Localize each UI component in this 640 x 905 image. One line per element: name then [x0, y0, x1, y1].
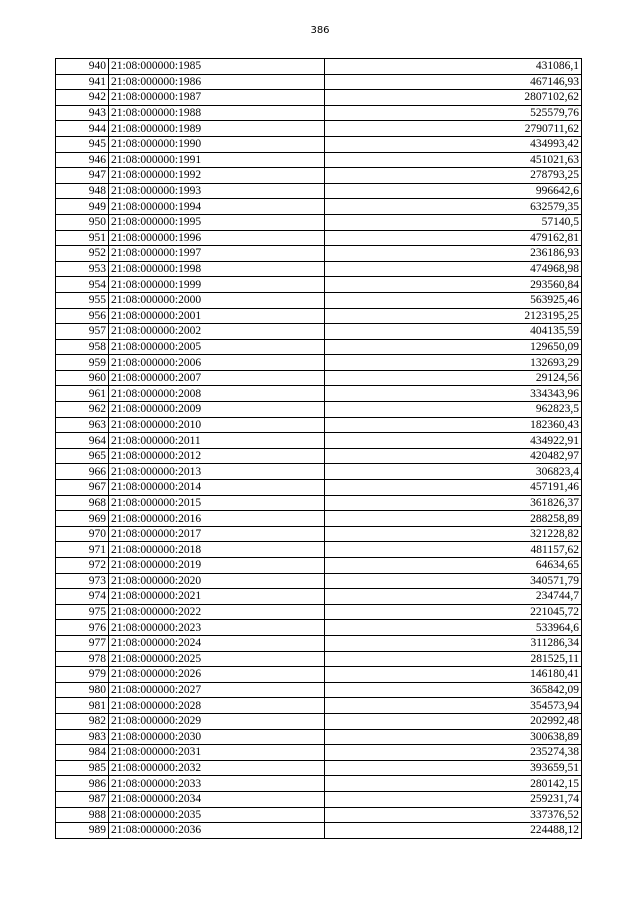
cadastral-number-cell: 21:08:000000:2021: [109, 589, 325, 605]
row-number-cell: 964: [56, 433, 109, 449]
table-row: [56, 464, 582, 480]
value-cell: 434922,91: [325, 433, 582, 449]
value-cell: 479162,81: [325, 230, 582, 246]
table-row: [56, 729, 582, 745]
value-cell: 451021,63: [325, 152, 582, 168]
value-cell: 996642,6: [325, 183, 582, 199]
value-cell: 457191,46: [325, 480, 582, 496]
row-number-cell: 979: [56, 667, 109, 683]
value-cell: 337376,52: [325, 807, 582, 823]
table-row: [56, 402, 582, 418]
row-number-cell: 968: [56, 495, 109, 511]
cadastral-number-cell: 21:08:000000:2022: [109, 604, 325, 620]
value-cell: 278793,25: [325, 168, 582, 184]
row-number-cell: 983: [56, 729, 109, 745]
cadastral-number-cell: 21:08:000000:1991: [109, 152, 325, 168]
table-row: [56, 355, 582, 371]
cadastral-number-cell: 21:08:000000:1989: [109, 121, 325, 137]
cadastral-number-cell: 21:08:000000:1999: [109, 277, 325, 293]
table-row: [56, 324, 582, 340]
value-cell: 340571,79: [325, 573, 582, 589]
table-row: [56, 183, 582, 199]
table-row: [56, 90, 582, 106]
value-cell: 434993,42: [325, 136, 582, 152]
table-row: [56, 635, 582, 651]
table-row: [56, 152, 582, 168]
row-number-cell: 955: [56, 292, 109, 308]
row-number-cell: 952: [56, 246, 109, 262]
table-row: [56, 277, 582, 293]
row-number-cell: 948: [56, 183, 109, 199]
cadastral-number-cell: 21:08:000000:1992: [109, 168, 325, 184]
table-row: [56, 433, 582, 449]
value-cell: 221045,72: [325, 604, 582, 620]
row-number-cell: 985: [56, 760, 109, 776]
cadastral-number-cell: 21:08:000000:2030: [109, 729, 325, 745]
row-number-cell: 951: [56, 230, 109, 246]
table-row: [56, 823, 582, 839]
row-number-cell: 989: [56, 823, 109, 839]
table-row: [56, 651, 582, 667]
cadastral-number-cell: 21:08:000000:2025: [109, 651, 325, 667]
cadastral-number-cell: 21:08:000000:2027: [109, 682, 325, 698]
cadastral-number-cell: 21:08:000000:1996: [109, 230, 325, 246]
value-cell: 64634,65: [325, 558, 582, 574]
row-number-cell: 972: [56, 558, 109, 574]
cadastral-number-cell: 21:08:000000:1986: [109, 74, 325, 90]
table-row: [56, 121, 582, 137]
value-cell: 234744,7: [325, 589, 582, 605]
row-number-cell: 947: [56, 168, 109, 184]
cadastral-number-cell: 21:08:000000:1997: [109, 246, 325, 262]
row-number-cell: 988: [56, 807, 109, 823]
value-cell: 2807102,62: [325, 90, 582, 106]
table-row: [56, 246, 582, 262]
value-cell: 321228,82: [325, 526, 582, 542]
table-row: [56, 542, 582, 558]
cadastral-number-cell: 21:08:000000:2002: [109, 324, 325, 340]
table-row: [56, 74, 582, 90]
row-number-cell: 949: [56, 199, 109, 215]
table-row: [56, 791, 582, 807]
cadastral-number-cell: 21:08:000000:2015: [109, 495, 325, 511]
cadastral-number-cell: 21:08:000000:2000: [109, 292, 325, 308]
value-cell: 306823,4: [325, 464, 582, 480]
row-number-cell: 943: [56, 105, 109, 121]
value-cell: 202992,48: [325, 713, 582, 729]
value-cell: 481157,62: [325, 542, 582, 558]
row-number-cell: 959: [56, 355, 109, 371]
row-number-cell: 958: [56, 339, 109, 355]
value-cell: 29124,56: [325, 370, 582, 386]
cadastral-number-cell: 21:08:000000:2020: [109, 573, 325, 589]
row-number-cell: 946: [56, 152, 109, 168]
cadastral-number-cell: 21:08:000000:1994: [109, 199, 325, 215]
row-number-cell: 980: [56, 682, 109, 698]
cadastral-number-cell: 21:08:000000:2033: [109, 776, 325, 792]
row-number-cell: 984: [56, 745, 109, 761]
cadastral-number-cell: 21:08:000000:2011: [109, 433, 325, 449]
cadastral-number-cell: 21:08:000000:2014: [109, 480, 325, 496]
value-cell: 224488,12: [325, 823, 582, 839]
row-number-cell: 982: [56, 713, 109, 729]
cadastral-number-cell: 21:08:000000:2012: [109, 448, 325, 464]
page-number: 386: [310, 25, 330, 36]
value-cell: 334343,96: [325, 386, 582, 402]
row-number-cell: 963: [56, 417, 109, 433]
value-cell: 236186,93: [325, 246, 582, 262]
row-number-cell: 986: [56, 776, 109, 792]
cadastral-number-cell: 21:08:000000:1988: [109, 105, 325, 121]
value-cell: 525579,76: [325, 105, 582, 121]
table-row: [56, 573, 582, 589]
cadastral-number-cell: 21:08:000000:1985: [109, 59, 325, 75]
row-number-cell: 962: [56, 402, 109, 418]
row-number-cell: 941: [56, 74, 109, 90]
value-cell: 393659,51: [325, 760, 582, 776]
row-number-cell: 981: [56, 698, 109, 714]
cadastral-number-cell: 21:08:000000:2017: [109, 526, 325, 542]
cadastral-number-cell: 21:08:000000:2035: [109, 807, 325, 823]
cadastral-number-cell: 21:08:000000:1993: [109, 183, 325, 199]
table-row: [56, 168, 582, 184]
value-cell: 259231,74: [325, 791, 582, 807]
cadastral-number-cell: 21:08:000000:2009: [109, 402, 325, 418]
row-number-cell: 977: [56, 635, 109, 651]
table-row: [56, 776, 582, 792]
table-row: [56, 495, 582, 511]
row-number-cell: 966: [56, 464, 109, 480]
value-cell: 420482,97: [325, 448, 582, 464]
table-row: [56, 558, 582, 574]
value-cell: 129650,09: [325, 339, 582, 355]
table-row: [56, 59, 582, 75]
row-number-cell: 956: [56, 308, 109, 324]
cadastral-number-cell: 21:08:000000:2036: [109, 823, 325, 839]
table-row: [56, 261, 582, 277]
value-cell: 962823,5: [325, 402, 582, 418]
cadastral-value-table: [55, 58, 582, 839]
cadastral-number-cell: 21:08:000000:2005: [109, 339, 325, 355]
value-cell: 431086,1: [325, 59, 582, 75]
cadastral-number-cell: 21:08:000000:2007: [109, 370, 325, 386]
value-cell: 280142,15: [325, 776, 582, 792]
cadastral-number-cell: 21:08:000000:2013: [109, 464, 325, 480]
table-row: [56, 199, 582, 215]
row-number-cell: 967: [56, 480, 109, 496]
table-row: [56, 713, 582, 729]
row-number-cell: 975: [56, 604, 109, 620]
value-cell: 563925,46: [325, 292, 582, 308]
table-row: [56, 136, 582, 152]
value-cell: 281525,11: [325, 651, 582, 667]
table-row: [56, 760, 582, 776]
table-row: [56, 589, 582, 605]
row-number-cell: 957: [56, 324, 109, 340]
value-cell: 474968,98: [325, 261, 582, 277]
value-cell: 354573,94: [325, 698, 582, 714]
cadastral-number-cell: 21:08:000000:2001: [109, 308, 325, 324]
value-cell: 404135,59: [325, 324, 582, 340]
row-number-cell: 960: [56, 370, 109, 386]
cadastral-number-cell: 21:08:000000:2016: [109, 511, 325, 527]
table-row: [56, 480, 582, 496]
cadastral-number-cell: 21:08:000000:2028: [109, 698, 325, 714]
table-row: [56, 511, 582, 527]
row-number-cell: 954: [56, 277, 109, 293]
row-number-cell: 944: [56, 121, 109, 137]
cadastral-number-cell: 21:08:000000:2029: [109, 713, 325, 729]
table-row: [56, 292, 582, 308]
row-number-cell: 970: [56, 526, 109, 542]
table-row: [56, 698, 582, 714]
row-number-cell: 965: [56, 448, 109, 464]
row-number-cell: 950: [56, 214, 109, 230]
cadastral-number-cell: 21:08:000000:2006: [109, 355, 325, 371]
value-cell: 533964,6: [325, 620, 582, 636]
row-number-cell: 953: [56, 261, 109, 277]
cadastral-number-cell: 21:08:000000:2018: [109, 542, 325, 558]
table-row: [56, 386, 582, 402]
cadastral-number-cell: 21:08:000000:2032: [109, 760, 325, 776]
cadastral-number-cell: 21:08:000000:2031: [109, 745, 325, 761]
row-number-cell: 974: [56, 589, 109, 605]
row-number-cell: 971: [56, 542, 109, 558]
table-row: [56, 230, 582, 246]
table-row: [56, 417, 582, 433]
row-number-cell: 978: [56, 651, 109, 667]
cadastral-number-cell: 21:08:000000:2008: [109, 386, 325, 402]
row-number-cell: 961: [56, 386, 109, 402]
value-cell: 288258,89: [325, 511, 582, 527]
row-number-cell: 969: [56, 511, 109, 527]
value-cell: 300638,89: [325, 729, 582, 745]
table-row: [56, 604, 582, 620]
value-cell: 182360,43: [325, 417, 582, 433]
value-cell: 57140,5: [325, 214, 582, 230]
cadastral-number-cell: 21:08:000000:1995: [109, 214, 325, 230]
cadastral-number-cell: 21:08:000000:1987: [109, 90, 325, 106]
value-cell: 361826,37: [325, 495, 582, 511]
table-row: [56, 105, 582, 121]
cadastral-number-cell: 21:08:000000:2034: [109, 791, 325, 807]
table-row: [56, 214, 582, 230]
row-number-cell: 942: [56, 90, 109, 106]
table-row: [56, 370, 582, 386]
value-cell: 632579,35: [325, 199, 582, 215]
table-row: [56, 745, 582, 761]
row-number-cell: 973: [56, 573, 109, 589]
value-cell: 132693,29: [325, 355, 582, 371]
table-row: [56, 682, 582, 698]
value-cell: 293560,84: [325, 277, 582, 293]
cadastral-number-cell: 21:08:000000:2024: [109, 635, 325, 651]
row-number-cell: 987: [56, 791, 109, 807]
value-cell: 146180,41: [325, 667, 582, 683]
value-cell: 467146,93: [325, 74, 582, 90]
table-row: [56, 667, 582, 683]
cadastral-number-cell: 21:08:000000:1990: [109, 136, 325, 152]
value-cell: 2790711,62: [325, 121, 582, 137]
row-number-cell: 945: [56, 136, 109, 152]
cadastral-number-cell: 21:08:000000:2019: [109, 558, 325, 574]
cadastral-number-cell: 21:08:000000:2023: [109, 620, 325, 636]
row-number-cell: 976: [56, 620, 109, 636]
cadastral-number-cell: 21:08:000000:1998: [109, 261, 325, 277]
value-cell: 235274,38: [325, 745, 582, 761]
table-row: [56, 807, 582, 823]
table-row: [56, 448, 582, 464]
table-body: [56, 59, 582, 839]
value-cell: 2123195,25: [325, 308, 582, 324]
table-row: [56, 526, 582, 542]
cadastral-number-cell: 21:08:000000:2010: [109, 417, 325, 433]
row-number-cell: 940: [56, 59, 109, 75]
value-cell: 311286,34: [325, 635, 582, 651]
value-cell: 365842,09: [325, 682, 582, 698]
cadastral-number-cell: 21:08:000000:2026: [109, 667, 325, 683]
table-row: [56, 308, 582, 324]
table-row: [56, 620, 582, 636]
table-row: [56, 339, 582, 355]
